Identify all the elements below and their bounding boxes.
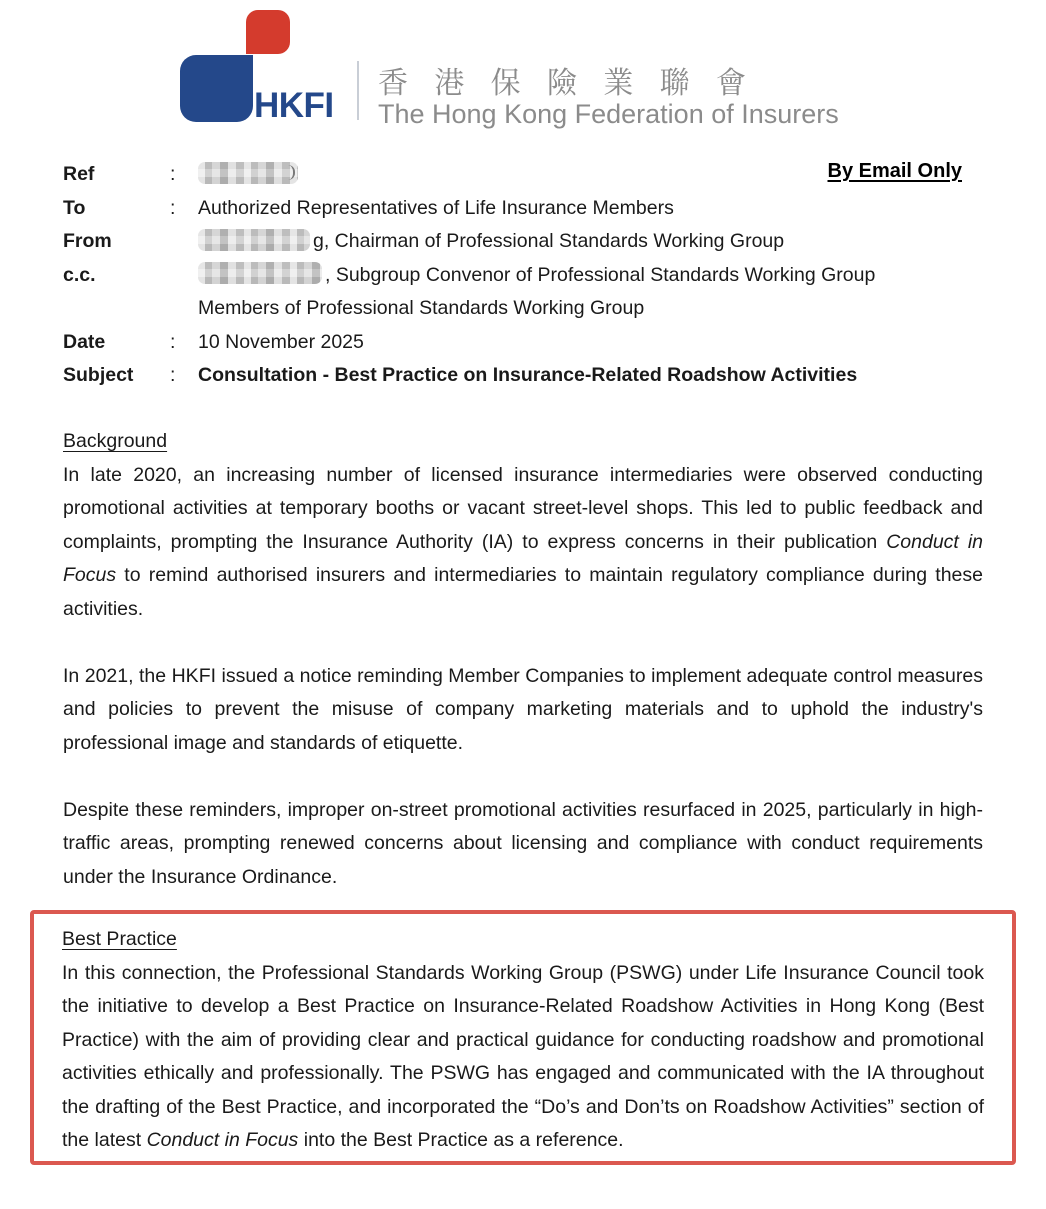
from-label: From xyxy=(63,230,112,252)
date-colon: : xyxy=(170,330,176,353)
best-practice-heading: Best Practice xyxy=(62,928,177,950)
to-colon: : xyxy=(170,196,176,219)
from-row xyxy=(63,225,983,259)
logo-divider xyxy=(357,61,359,120)
cc-value-line2: Members of Professional Standards Working Group xyxy=(198,297,645,319)
cc-row xyxy=(63,259,983,293)
cc-label: c.c. xyxy=(63,263,96,286)
letter-body xyxy=(63,425,983,894)
bp-text-b: into the Best Practice as a reference. xyxy=(298,1129,624,1151)
org-name-english: The Hong Kong Federation of Insurers xyxy=(378,99,839,129)
best-practice-highlight-box xyxy=(30,910,1016,1165)
letter-meta xyxy=(63,158,983,393)
by-email-only-label: By Email Only xyxy=(827,160,962,182)
background-paragraph-3: Despite these reminders, improper on-street promotional activities resurfaced in 2025, particularly in high-traffic areas, prompting renewed concerns about licensing and compliance with conduct requirements under the Insurance Ordinance. xyxy=(63,798,983,888)
subject-value: Consultation - Best Practice on Insurance-Related Roadshow Activities xyxy=(198,364,858,386)
to-label: To xyxy=(63,196,86,219)
logo-red-square-icon xyxy=(246,10,290,54)
logo-blue-square-icon xyxy=(180,55,253,122)
para1-text-a: In late 2020, an increasing number of licensed insurance intermediaries were observed conducting promotional activities at temporary booths or vacant street-level shops. This led to public feedback and complaints, prompting the Insurance Authority (IA) to express concerns in their publication xyxy=(63,463,983,553)
ref-colon: : xyxy=(170,163,176,185)
hkfi-logo xyxy=(0,0,1046,145)
cc-name-redaction xyxy=(198,262,322,284)
background-heading: Background xyxy=(63,430,168,452)
cc-value-text: , Subgroup Convenor of Professional Standards Working Group xyxy=(325,263,876,286)
from-value xyxy=(198,225,983,259)
bp-text-a: In this connection, the Professional Standards Working Group (PSWG) under Life Insurance Council took the initiative to develop a Best Practice on Insurance-Related Roadshow Activities in Hong Kong (Best Practice) with the aim of providing clear and practical guidance for conducting roadshow and promotional activities ethically and professionally. The PSWG has engaged and communicated with the IA throughout the drafting of the Best Practice, and incorporated the “Do’s and Don’ts on Roadshow Activities” section of the latest xyxy=(62,961,984,1151)
date-label: Date xyxy=(63,330,106,353)
background-paragraph-1 xyxy=(63,459,983,627)
ref-label: Ref xyxy=(63,163,95,185)
logo-monogram: HKFI xyxy=(254,86,334,125)
background-paragraph-2: In 2021, the HKFI issued a notice reminding Member Companies to implement adequate control measures and policies to prevent the misuse of company marketing materials and to uphold the industry's professional image and standards of etiquette. xyxy=(63,664,983,754)
subject-label: Subject xyxy=(63,364,134,386)
cc-row-line2 xyxy=(63,292,983,326)
from-value-text: g, Chairman of Professional Standards Working Group xyxy=(313,230,785,252)
ref-row xyxy=(63,158,983,192)
para1-italic-title: Conduct in Focus xyxy=(63,530,983,586)
org-name-chinese: 香 港 保 險 業 聯 會 xyxy=(378,67,756,100)
para1-text-b: to remind authorised insurers and intermediaries to maintain regulatory compliance during these activities. xyxy=(63,564,983,620)
bp-italic-title: Conduct in Focus xyxy=(146,1129,299,1151)
to-value: Authorized Representatives of Life Insurance Members xyxy=(198,196,674,219)
ref-redaction xyxy=(198,162,298,184)
date-row xyxy=(63,326,983,360)
to-row xyxy=(63,192,983,226)
subject-row xyxy=(63,359,983,393)
cc-value xyxy=(198,259,983,293)
from-name-redaction xyxy=(198,229,310,251)
subject-colon: : xyxy=(170,364,176,386)
ref-value xyxy=(198,158,983,192)
date-value: 10 November 2025 xyxy=(198,330,364,353)
best-practice-paragraph xyxy=(62,957,984,1158)
